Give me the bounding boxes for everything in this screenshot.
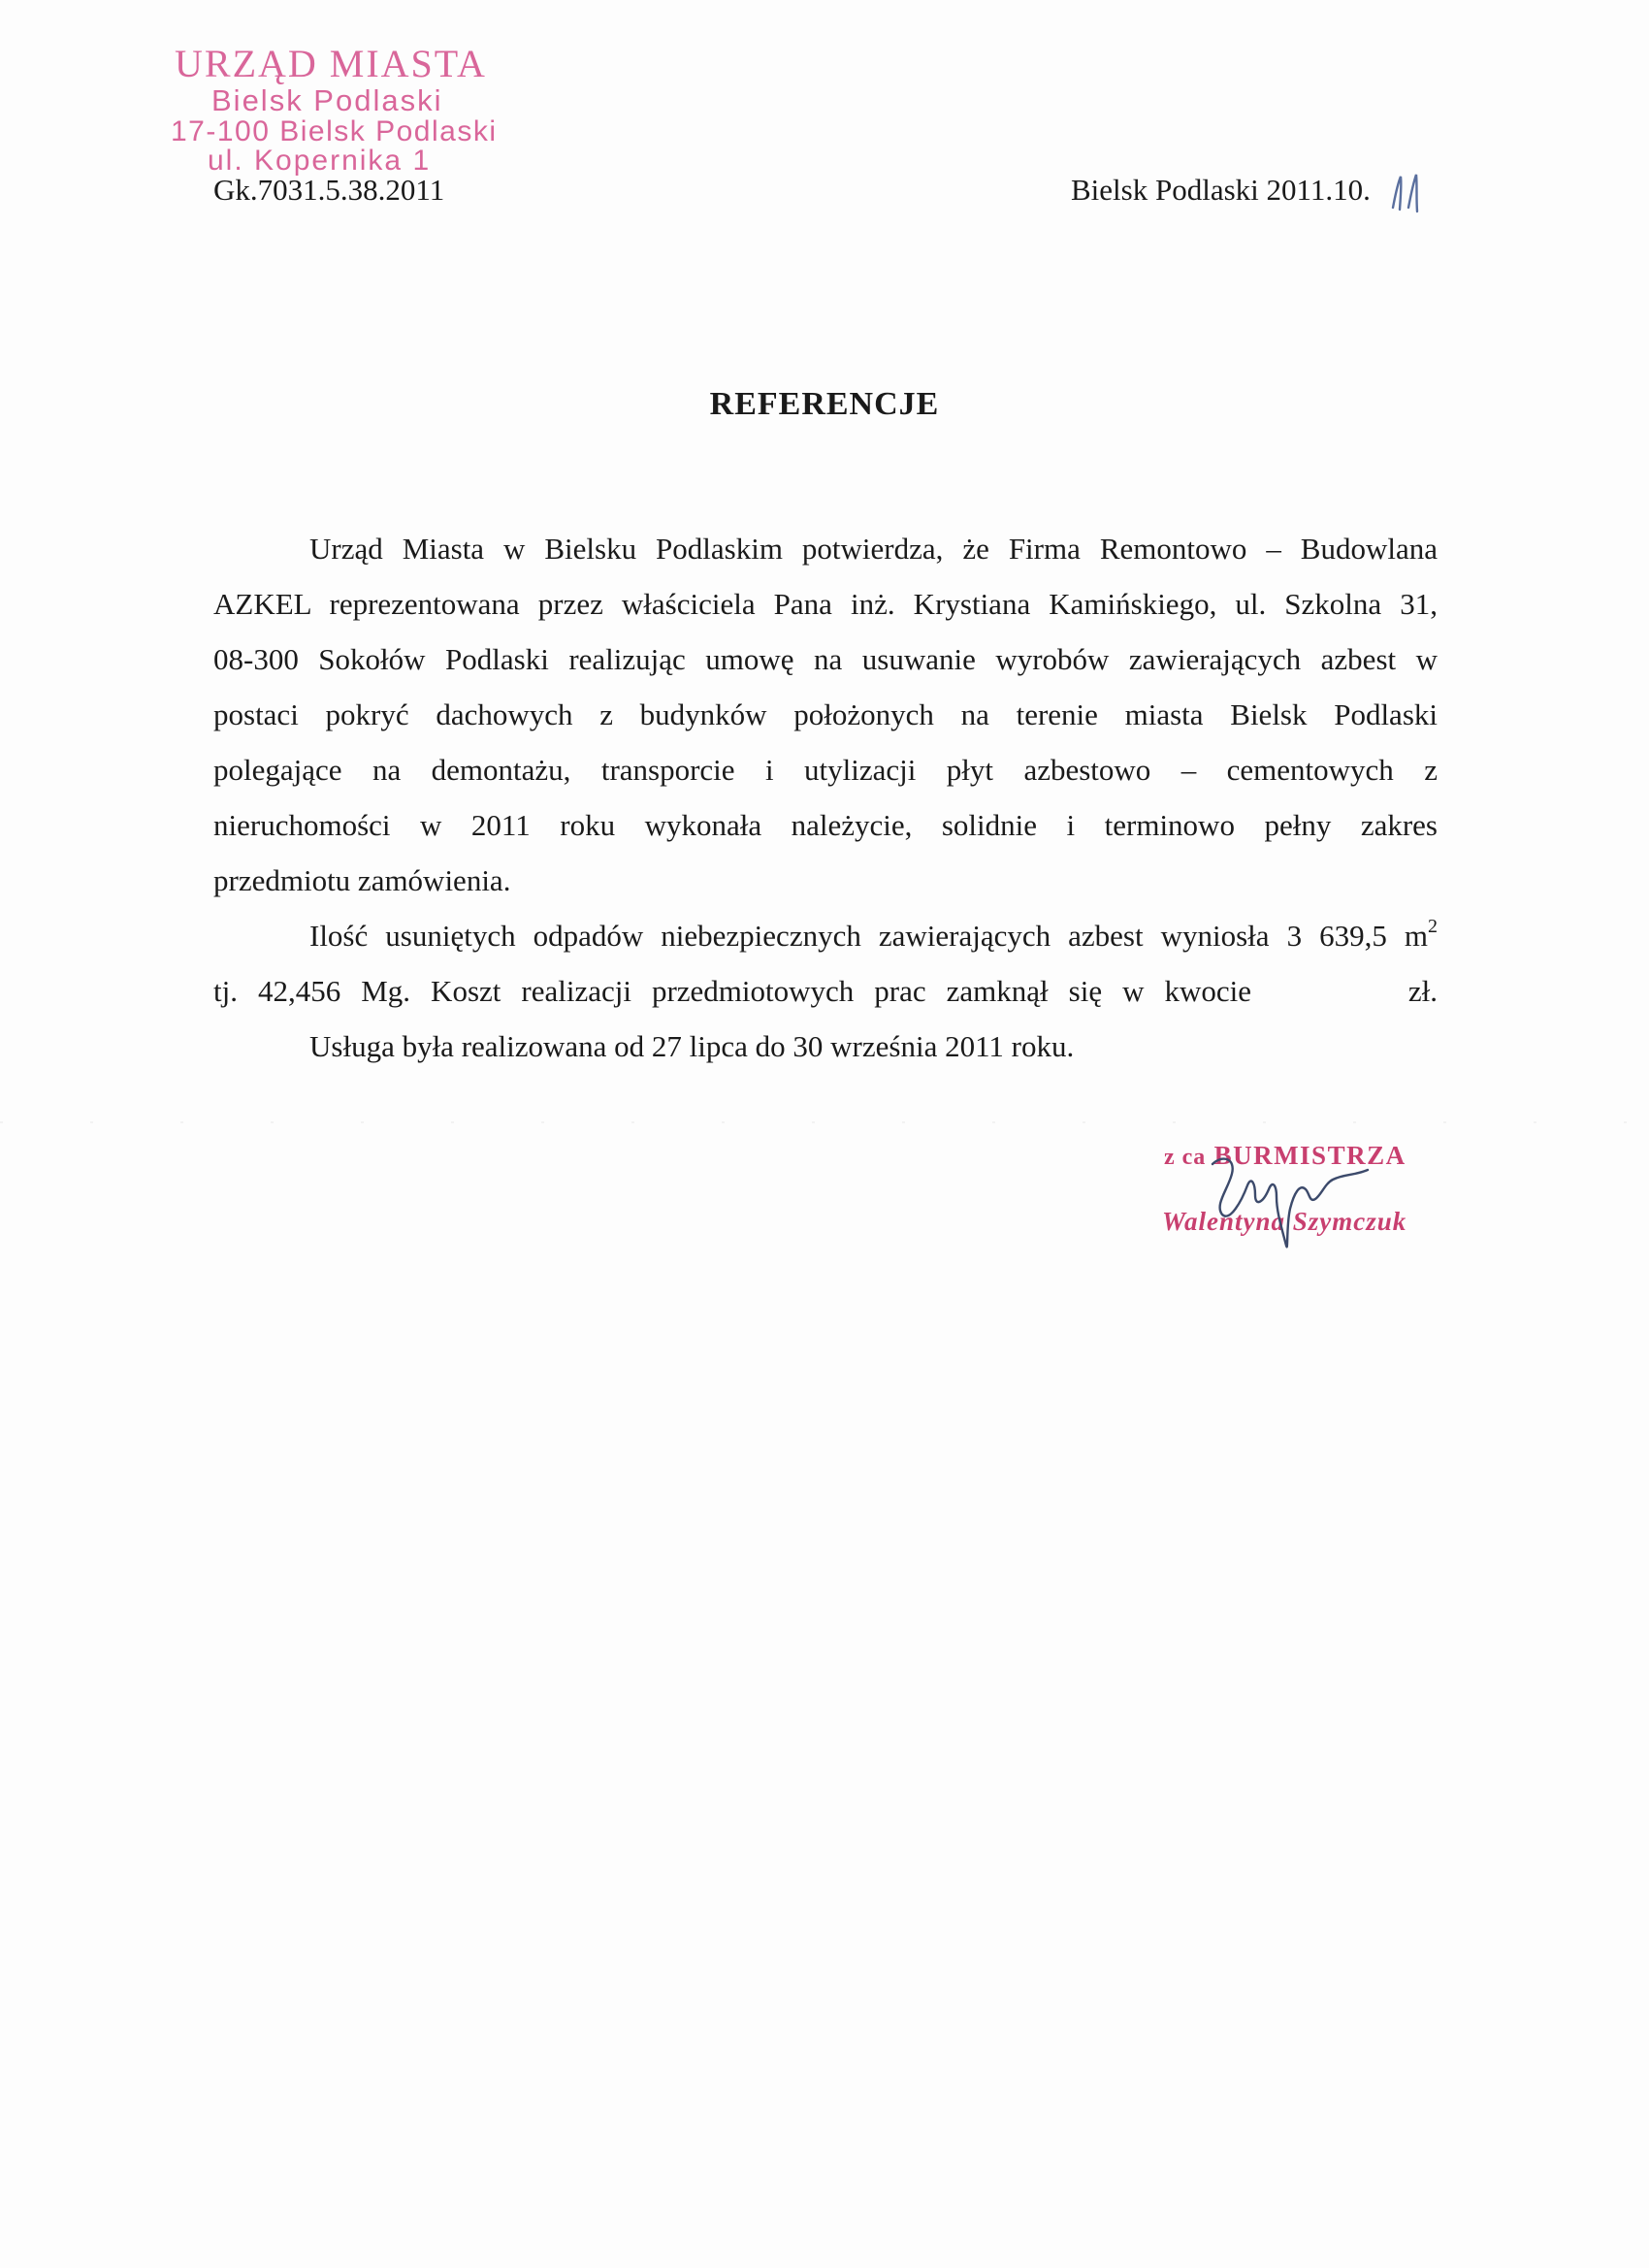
document-title: REFERENCJE [709, 386, 940, 422]
reference-number: Gk.7031.5.38.2011 [213, 173, 445, 207]
currency-text: zł. [1407, 974, 1438, 1008]
body-line [213, 908, 1438, 963]
body-line: 08-300 Sokołów Podlaski realizując umowę na usuwanie wyrobów zawierających azbest w [213, 642, 1438, 676]
signature-block [1154, 1125, 1465, 1271]
paragraph-1 [213, 521, 1438, 908]
body-line: przedmiotu zamówienia. [213, 863, 511, 897]
handwritten-day [1387, 165, 1436, 215]
area-superscript: 2 [1428, 916, 1438, 937]
stamp-line-3: 17-100 Bielsk Podlaski [171, 115, 498, 147]
office-stamp [171, 42, 530, 177]
cost-text: tj. 42,456 Mg. Koszt realizacji przedmiotowych prac zamknął się w kwocie [213, 974, 1251, 1008]
body-line: Usługa była realizowana od 27 lipca do 30 września 2011 roku. [309, 1029, 1075, 1063]
body-line: nieruchomości w 2011 roku wykonała należycie, solidnie i terminowo pełny zakres [213, 808, 1438, 842]
body-line: Urząd Miasta w Bielsku Podlaskim potwierdza, że Firma Remontowo – Budowlana [309, 532, 1438, 566]
body-line: postaci pokryć dachowych z budynków położonych na terenie miasta Bielsk Podlaski [213, 697, 1438, 731]
place-date-text: Bielsk Podlaski 2011.10. [1071, 173, 1371, 207]
letter-body [213, 521, 1438, 1074]
paragraph-2 [213, 908, 1438, 1019]
handwritten-signature [1154, 1125, 1465, 1271]
stamp-line-1: URZĄD MIASTA [175, 42, 487, 85]
body-line [213, 963, 1438, 1019]
signature-name: Walentyna Szymczuk [1162, 1207, 1407, 1236]
stamp-line-2: Bielsk Podlaski [211, 83, 443, 117]
stamp-line-4: ul. Kopernika 1 [208, 145, 432, 177]
place-date [1071, 173, 1371, 208]
body-line: AZKEL reprezentowana przez właściciela Pana inż. Krystiana Kamińskiego, ul. Szkolna 31, [213, 587, 1438, 621]
scan-artifact-line [0, 1121, 1649, 1123]
signature-role: BURMISTRZA [1213, 1141, 1406, 1170]
area-text: Ilość usuniętych odpadów niebezpiecznych zawierających azbest wyniosła 3 639,5 m [309, 919, 1428, 953]
paragraph-3 [213, 1019, 1438, 1074]
body-line: polegające na demontażu, transporcie i utylizacji płyt azbestowo – cementowych z [213, 753, 1438, 787]
signature-prefix: z ca [1164, 1145, 1207, 1170]
